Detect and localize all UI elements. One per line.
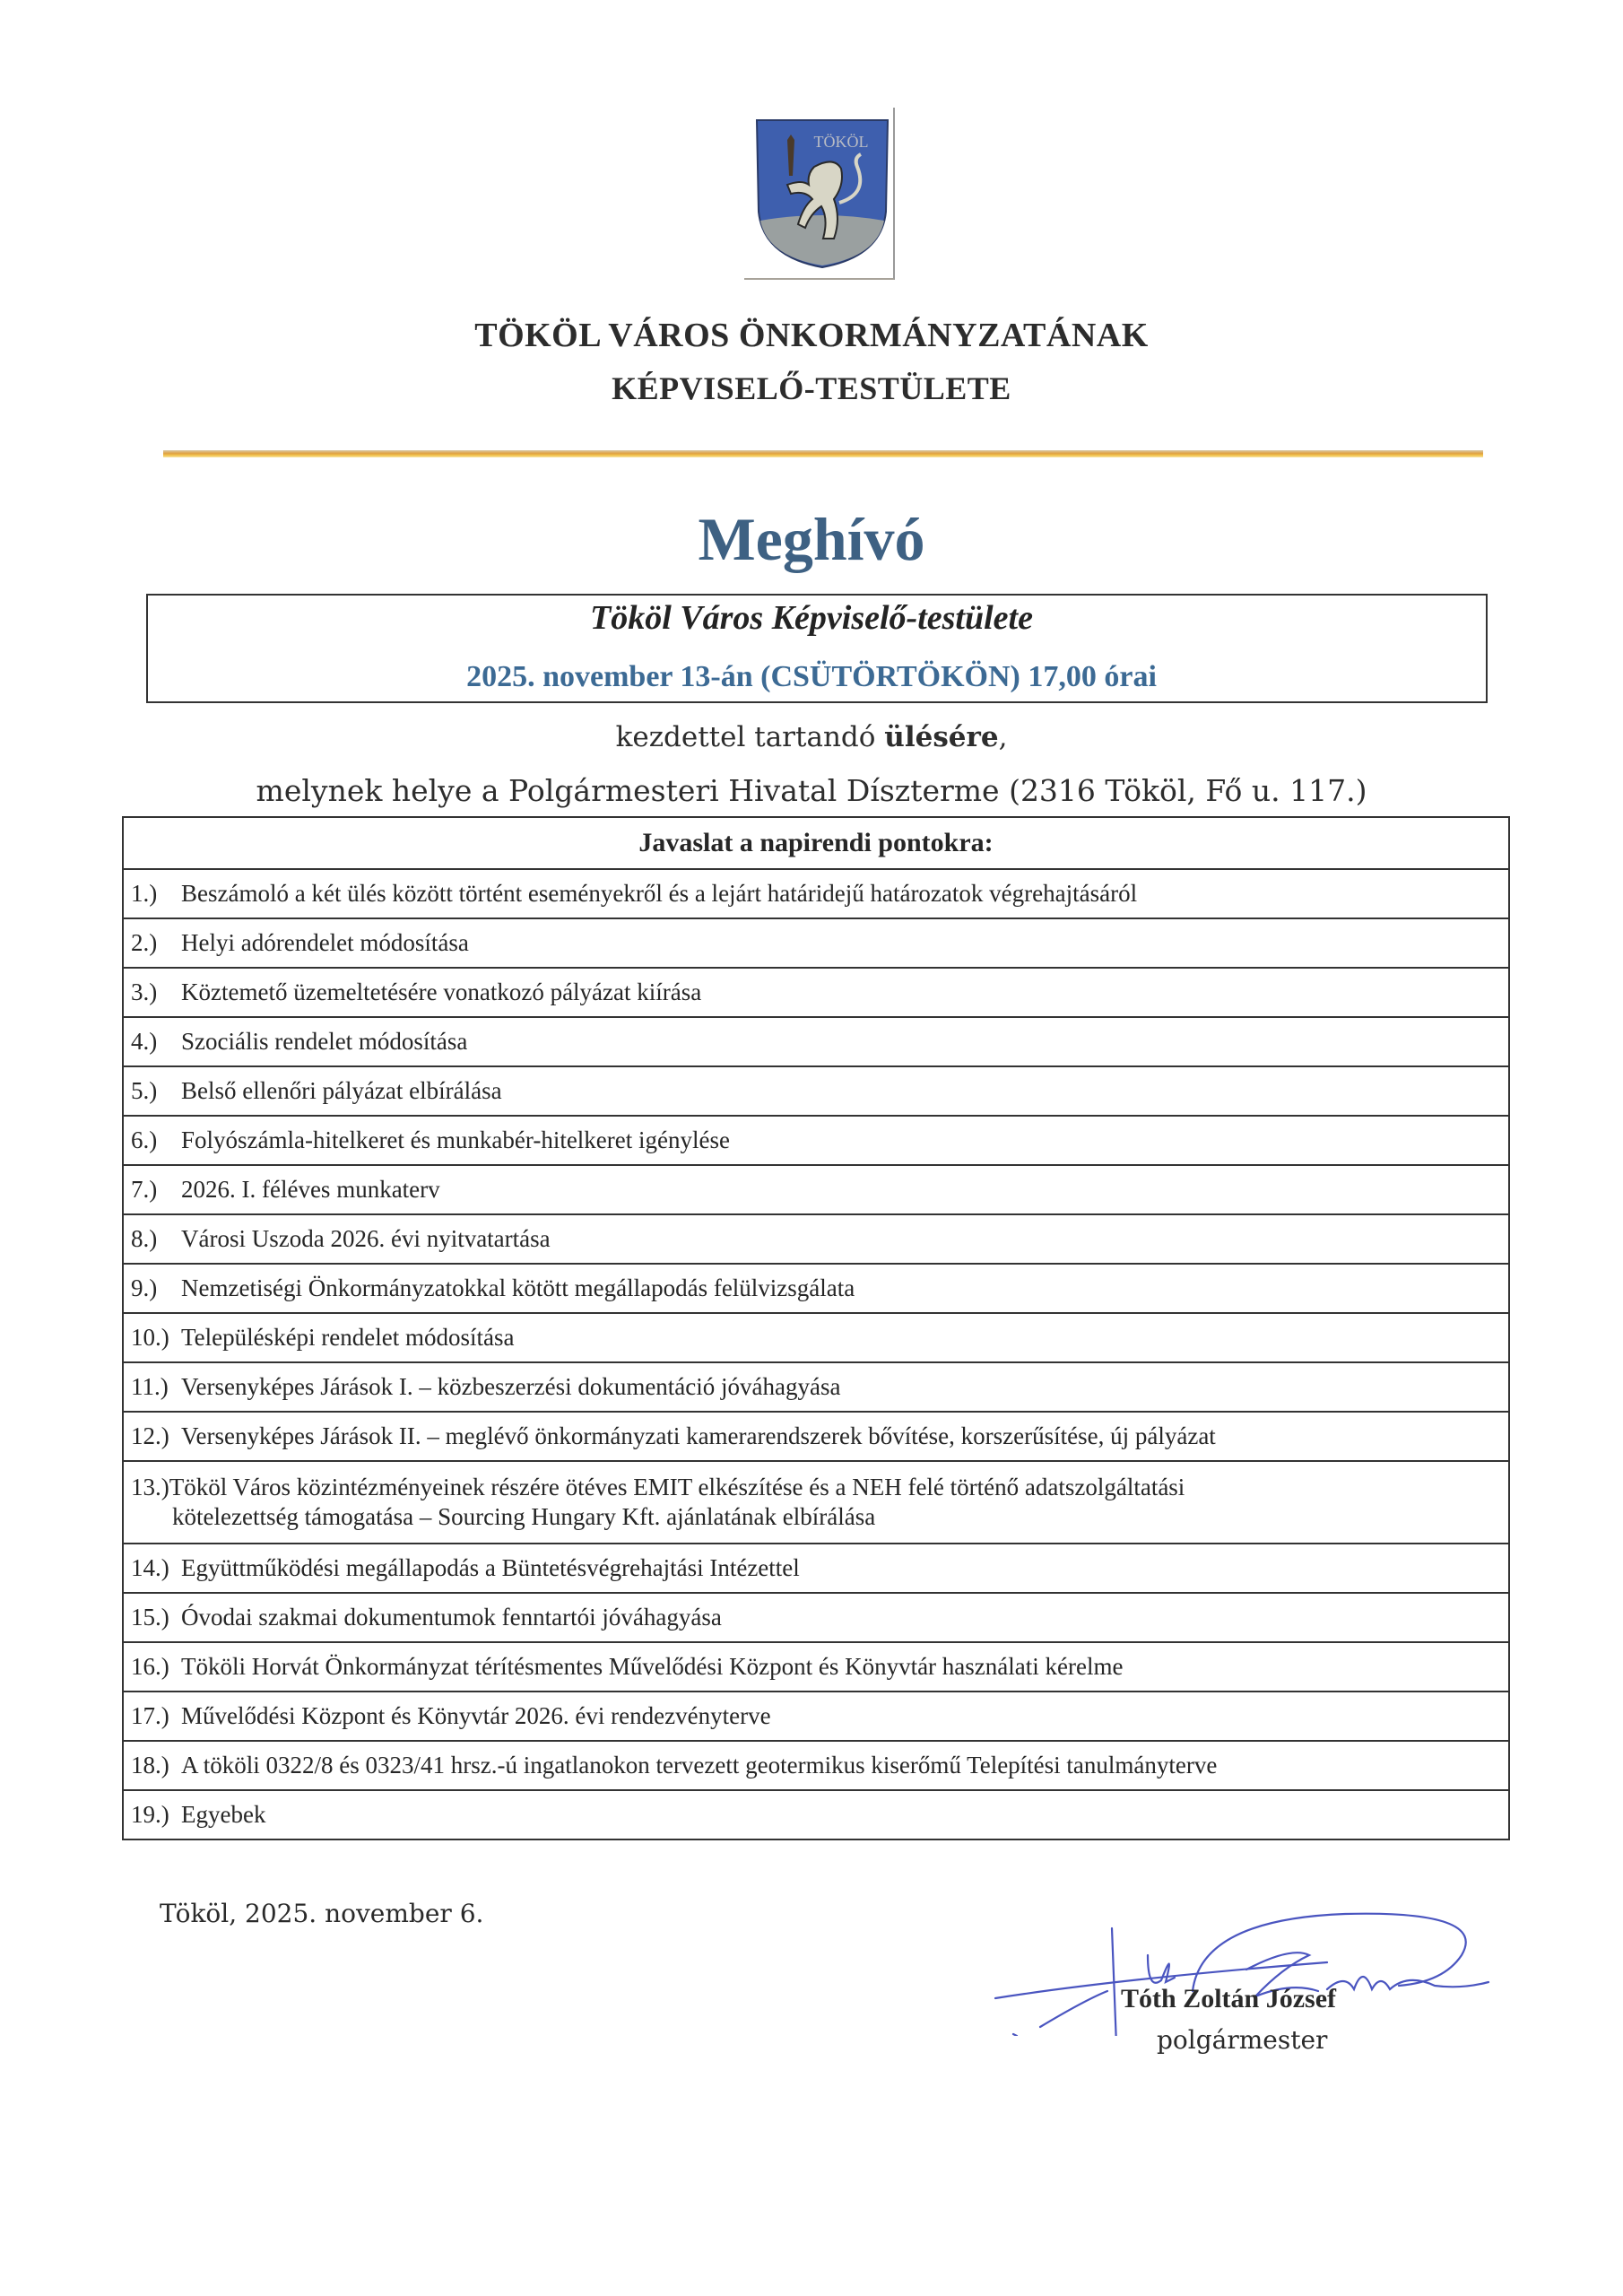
meeting-datetime: 2025. november 13-án (CSÜTÖRTÖKÖN) 17,00 órai xyxy=(466,660,1157,693)
org-name-line1 xyxy=(0,316,1623,355)
town-crest-icon xyxy=(751,113,893,271)
agenda-num: 5.) xyxy=(131,1077,158,1104)
signature-icon xyxy=(986,1892,1506,2036)
agenda-num: 16.) xyxy=(131,1653,169,1680)
agenda-row xyxy=(123,1362,1509,1412)
agenda-text: Nemzetiségi Önkormányzatokkal kötött megállapodás felülvizsgálata xyxy=(181,1274,855,1301)
agenda-num: 9.) xyxy=(131,1274,158,1301)
agenda-row xyxy=(123,1412,1509,1461)
agenda-text: A tököli 0322/8 és 0323/41 hrsz.-ú ingatlanokon tervezett geotermikus kiserőmű Telepítési tanulmányterve xyxy=(181,1752,1218,1779)
meeting-body: Tököl Város Képviselő-testülete xyxy=(590,599,1033,637)
agenda-text: Versenyképes Járások I. – közbeszerzési dokumentáció jóváhagyása xyxy=(181,1373,841,1400)
agenda-num: 4.) xyxy=(131,1028,158,1055)
agenda-text: Településképi rendelet módosítása xyxy=(181,1324,515,1351)
agenda-text: Tököl Város közintézményeinek részére ötéves EMIT elkészítése és a NEH felé történő adatszolgáltatási xyxy=(169,1474,1185,1500)
agenda-row xyxy=(123,1790,1509,1839)
agenda-text: Városi Uszoda 2026. évi nyitvatartása xyxy=(181,1225,551,1252)
signer-name: Tóth Zoltán József xyxy=(1121,1984,1336,2013)
agenda-text: Folyószámla-hitelkeret és munkabér-hitelkeret igénylése xyxy=(181,1126,730,1153)
agenda-row xyxy=(123,1461,1509,1544)
agenda-text: Szociális rendelet módosítása xyxy=(181,1028,468,1055)
agenda-text: Köztemető üzemeltetésére vonatkozó pályázat kiírása xyxy=(181,978,702,1005)
agenda-row xyxy=(123,1642,1509,1692)
agenda-text: Óvodai szakmai dokumentumok fenntartói jóváhagyása xyxy=(181,1604,722,1631)
intro-prefix: kezdettel tartandó xyxy=(615,721,885,753)
agenda-row xyxy=(123,1214,1509,1264)
agenda-num: 8.) xyxy=(131,1225,158,1252)
page-title: Meghívó xyxy=(698,505,925,573)
agenda-text: Versenyképes Járások II. – meglévő önkormányzati kamerarendszerek bővítése, korszerűsítése, új pályázat xyxy=(181,1422,1216,1449)
agenda-text: Belső ellenőri pályázat elbírálása xyxy=(181,1077,502,1104)
agenda-row xyxy=(123,1593,1509,1642)
agenda-num: 18.) xyxy=(131,1752,169,1779)
agenda-row xyxy=(123,1264,1509,1313)
signer-title: polgármester xyxy=(1157,2025,1328,2055)
agenda-row xyxy=(123,1017,1509,1066)
agenda-text: Beszámoló a két ülés között történt eseményekről és a lejárt határidejű határozatok végrehajtásáról xyxy=(181,880,1138,907)
agenda-num: 15.) xyxy=(131,1604,169,1631)
agenda-row xyxy=(123,1313,1509,1362)
agenda-num: 10.) xyxy=(131,1324,169,1351)
meeting-intro xyxy=(0,721,1623,753)
meeting-location: melynek helye a Polgármesteri Hivatal Díszterme (2316 Tököl, Fő u. 117.) xyxy=(256,773,1367,808)
agenda-num: 12.) xyxy=(131,1422,169,1449)
agenda-num: 1.) xyxy=(131,880,158,907)
svg-text:TÖKÖL: TÖKÖL xyxy=(813,133,869,151)
agenda-row xyxy=(123,1116,1509,1165)
agenda-text: Helyi adórendelet módosítása xyxy=(181,929,469,956)
agenda-num: 17.) xyxy=(131,1702,169,1729)
agenda-text: Egyebek xyxy=(181,1801,266,1828)
agenda-row xyxy=(123,869,1509,918)
intro-bold: ülésére xyxy=(884,721,999,753)
agenda-num: 13.) xyxy=(131,1474,169,1500)
agenda-num: 19.) xyxy=(131,1801,169,1828)
agenda-heading: Javaslat a napirendi pontokra: xyxy=(123,817,1509,869)
agenda-num: 7.) xyxy=(131,1176,158,1203)
agenda-text: Együttműködési megállapodás a Büntetésvégrehajtási Intézettel xyxy=(181,1554,800,1581)
org-name-line2 xyxy=(0,370,1623,407)
agenda-text-continued: kötelezettség támogatása – Sourcing Hungary Kft. ajánlatának elbírálása xyxy=(172,1503,876,1530)
org-body-text: KÉPVISELŐ-TESTÜLETE xyxy=(612,370,1011,406)
org-name-text: TÖKÖL VÁROS ÖNKORMÁNYZATÁNAK xyxy=(474,317,1149,354)
intro-suffix: , xyxy=(998,721,1008,753)
header-divider xyxy=(163,450,1483,457)
agenda-row xyxy=(123,968,1509,1017)
agenda-text: Művelődési Központ és Könyvtár 2026. évi rendezvényterve xyxy=(181,1702,771,1729)
agenda-num: 11.) xyxy=(131,1373,169,1400)
agenda-row xyxy=(123,1741,1509,1790)
agenda-table xyxy=(122,816,1510,1840)
agenda-num: 14.) xyxy=(131,1554,169,1581)
agenda-row xyxy=(123,918,1509,968)
agenda-row xyxy=(123,1066,1509,1116)
agenda-num: 2.) xyxy=(131,929,158,956)
agenda-num: 3.) xyxy=(131,978,158,1005)
agenda-text: 2026. I. féléves munkaterv xyxy=(181,1176,440,1203)
agenda-row xyxy=(123,1692,1509,1741)
agenda-row xyxy=(123,1544,1509,1593)
agenda-num: 6.) xyxy=(131,1126,158,1153)
place-date: Tököl, 2025. november 6. xyxy=(160,1899,484,1928)
agenda-text: Tököli Horvát Önkormányzat térítésmentes Művelődési Központ és Könyvtár használati kérelme xyxy=(181,1653,1124,1680)
agenda-row xyxy=(123,1165,1509,1214)
